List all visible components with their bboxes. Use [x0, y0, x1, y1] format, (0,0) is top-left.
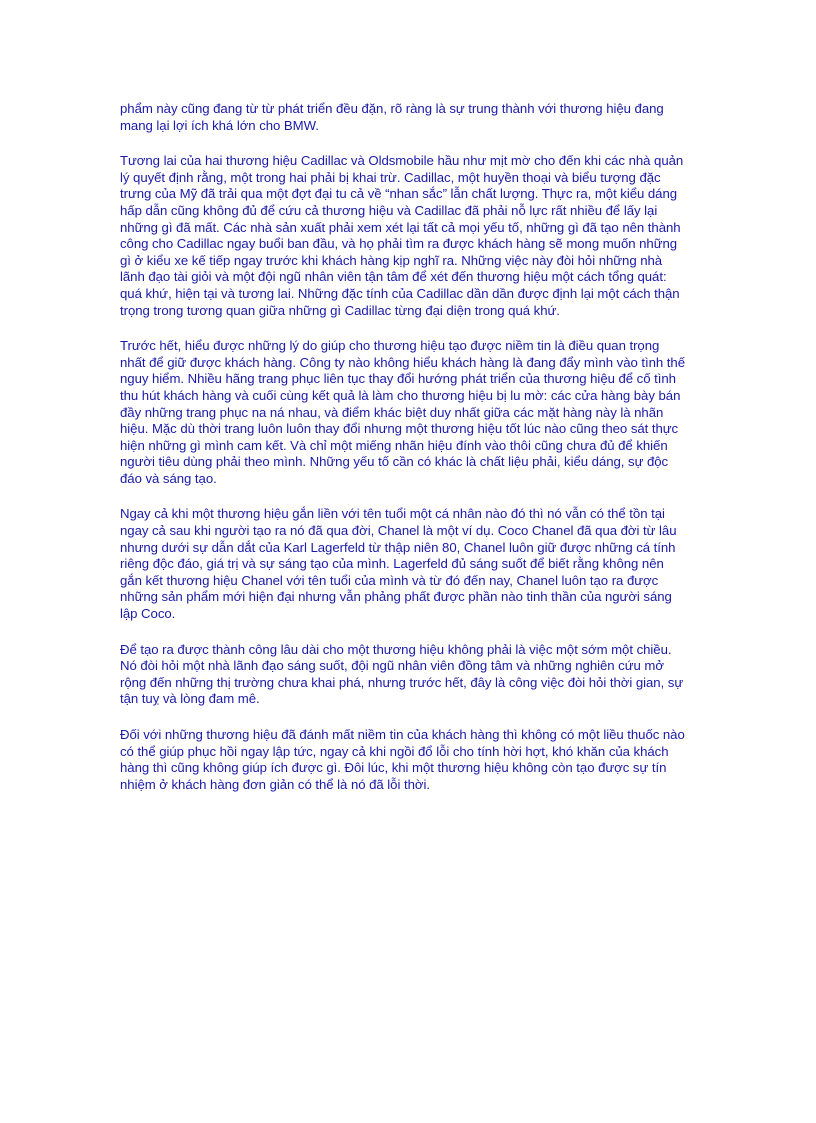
- paragraph-bmw-loyalty: phẩm này cũng đang từ từ phát triển đều đặn, rõ ràng là sự trung thành với thương hiệu đang mang lại lợi ích khá lớn cho BMW.: [120, 101, 664, 133]
- document-body: [120, 101, 710, 812]
- paragraph-brand-trust: Trước hết, hiểu được những lý do giúp cho thương hiệu tạo được niềm tin là điều quan trọng nhất để giữ được khách hàng. Công ty nào không hiểu khách hàng là đang đẩy mình vào tình thế nguy hiểm. Nhiều hãng trang phục liên tục thay đổi hướng phát triển của thương hiệu để cố tình thu hút khách hàng và cuối cùng kết quả là làm cho thương hiệu bị lu mờ: các cửa hàng bày bán đầy những trang phục na ná nhau, và điểm khác biệt duy nhất giữa các mặt hàng này là nhãn hiệu. Mặc dù thời trang luôn luôn thay đổi nhưng một thương hiệu tốt lúc nào cũng theo sát thực hiện những gì mình cam kết. Và chỉ một miếng nhãn hiệu đính vào thôi cũng chưa đủ để khiến người tiêu dùng phải theo mình. Những yếu tố cần có khác là chất liệu phải, kiểu dáng, sự độc đáo và sáng tạo.: [120, 338, 685, 486]
- paragraph-lost-trust: Đối với những thương hiệu đã đánh mất niềm tin của khách hàng thì không có một liều thuốc nào có thể giúp phục hồi ngay lập tức, ngay cả khi ngồi đổ lỗi cho tính hời hợt, khó khăn của khách hàng thì cũng không giúp ích được gì. Đôi lúc, khi một thương hiệu không còn tạo được sự tín nhiệm ở khách hàng đơn giản có thể là nó đã lỗi thời.: [120, 727, 685, 792]
- paragraph-long-term-success: Để tạo ra được thành công lâu dài cho một thương hiệu không phải là việc một sớm một chiều. Nó đòi hỏi một nhà lãnh đạo sáng suốt, đội ngũ nhân viên đồng tâm và những nghiên cứu mở rộng đến những thị trường chưa khai phá, nhưng trước hết, đây là công việc đòi hỏi thời gian, sự tận tuỵ và lòng đam mê.: [120, 641, 684, 707]
- paragraph-chanel: Ngay cả khi một thương hiệu gắn liền với tên tuổi một cá nhân nào đó thì nó vẫn có thể tồn tại ngay cả sau khi người tạo ra nó đã qua đời, Chanel là một ví dụ. Coco Chanel đã qua đời từ lâu nhưng dưới sự dẫn dắt của Karl Lagerfeld từ thập niên 80, Chanel luôn giữ được những cá tính riêng độc đáo, giá trị và sự sáng tạo của mình. Lagerfeld đủ sáng suốt để biết rằng không nên gắn kết thương hiệu Chanel với tên tuổi của mình và từ đó đến nay, Chanel luôn tạo ra được những sản phẩm mới hiện đại nhưng vẫn phảng phất được phần nào tinh thần của người sáng lập Coco.: [120, 506, 677, 622]
- paragraph-cadillac-oldsmobile: Tương lai của hai thương hiệu Cadillac và Oldsmobile hầu như mịt mờ cho đến khi các nhà quản lý quyết định rằng, một trong hai phải bị khai trừ. Cadillac, một huyền thoại và biểu tượng đặc trưng của Mỹ đã trải qua một đợt đại tu cả về “nhan sắc” lẫn chất lượng. Thực ra, một kiểu dáng hấp dẫn cũng không đủ để cứu cả thương hiệu và Cadillac đã phải nỗ lực rất nhiều để lấy lại những gì đã mất. Các nhà sản xuất phải xem xét lại tất cả mọi yếu tố, những gì đã tạo nên thành công cho Cadillac ngay buổi ban đầu, và họ phải tìm ra được khách hàng sẽ mong muốn những gì ở kiểu xe kế tiếp ngay trước khi khách hàng kịp nghĩ ra. Những việc này đòi hỏi những nhà lãnh đạo tài giỏi và một đội ngũ nhân viên tận tâm để xét đến thương hiệu một cách tổng quát: quá khứ, hiện tại và tương lai. Những đặc tính của Cadillac dần dần được định lại một cách thận trọng trong tương quan giữa những gì Cadillac từng đại diện trong quá khứ.: [120, 153, 684, 318]
